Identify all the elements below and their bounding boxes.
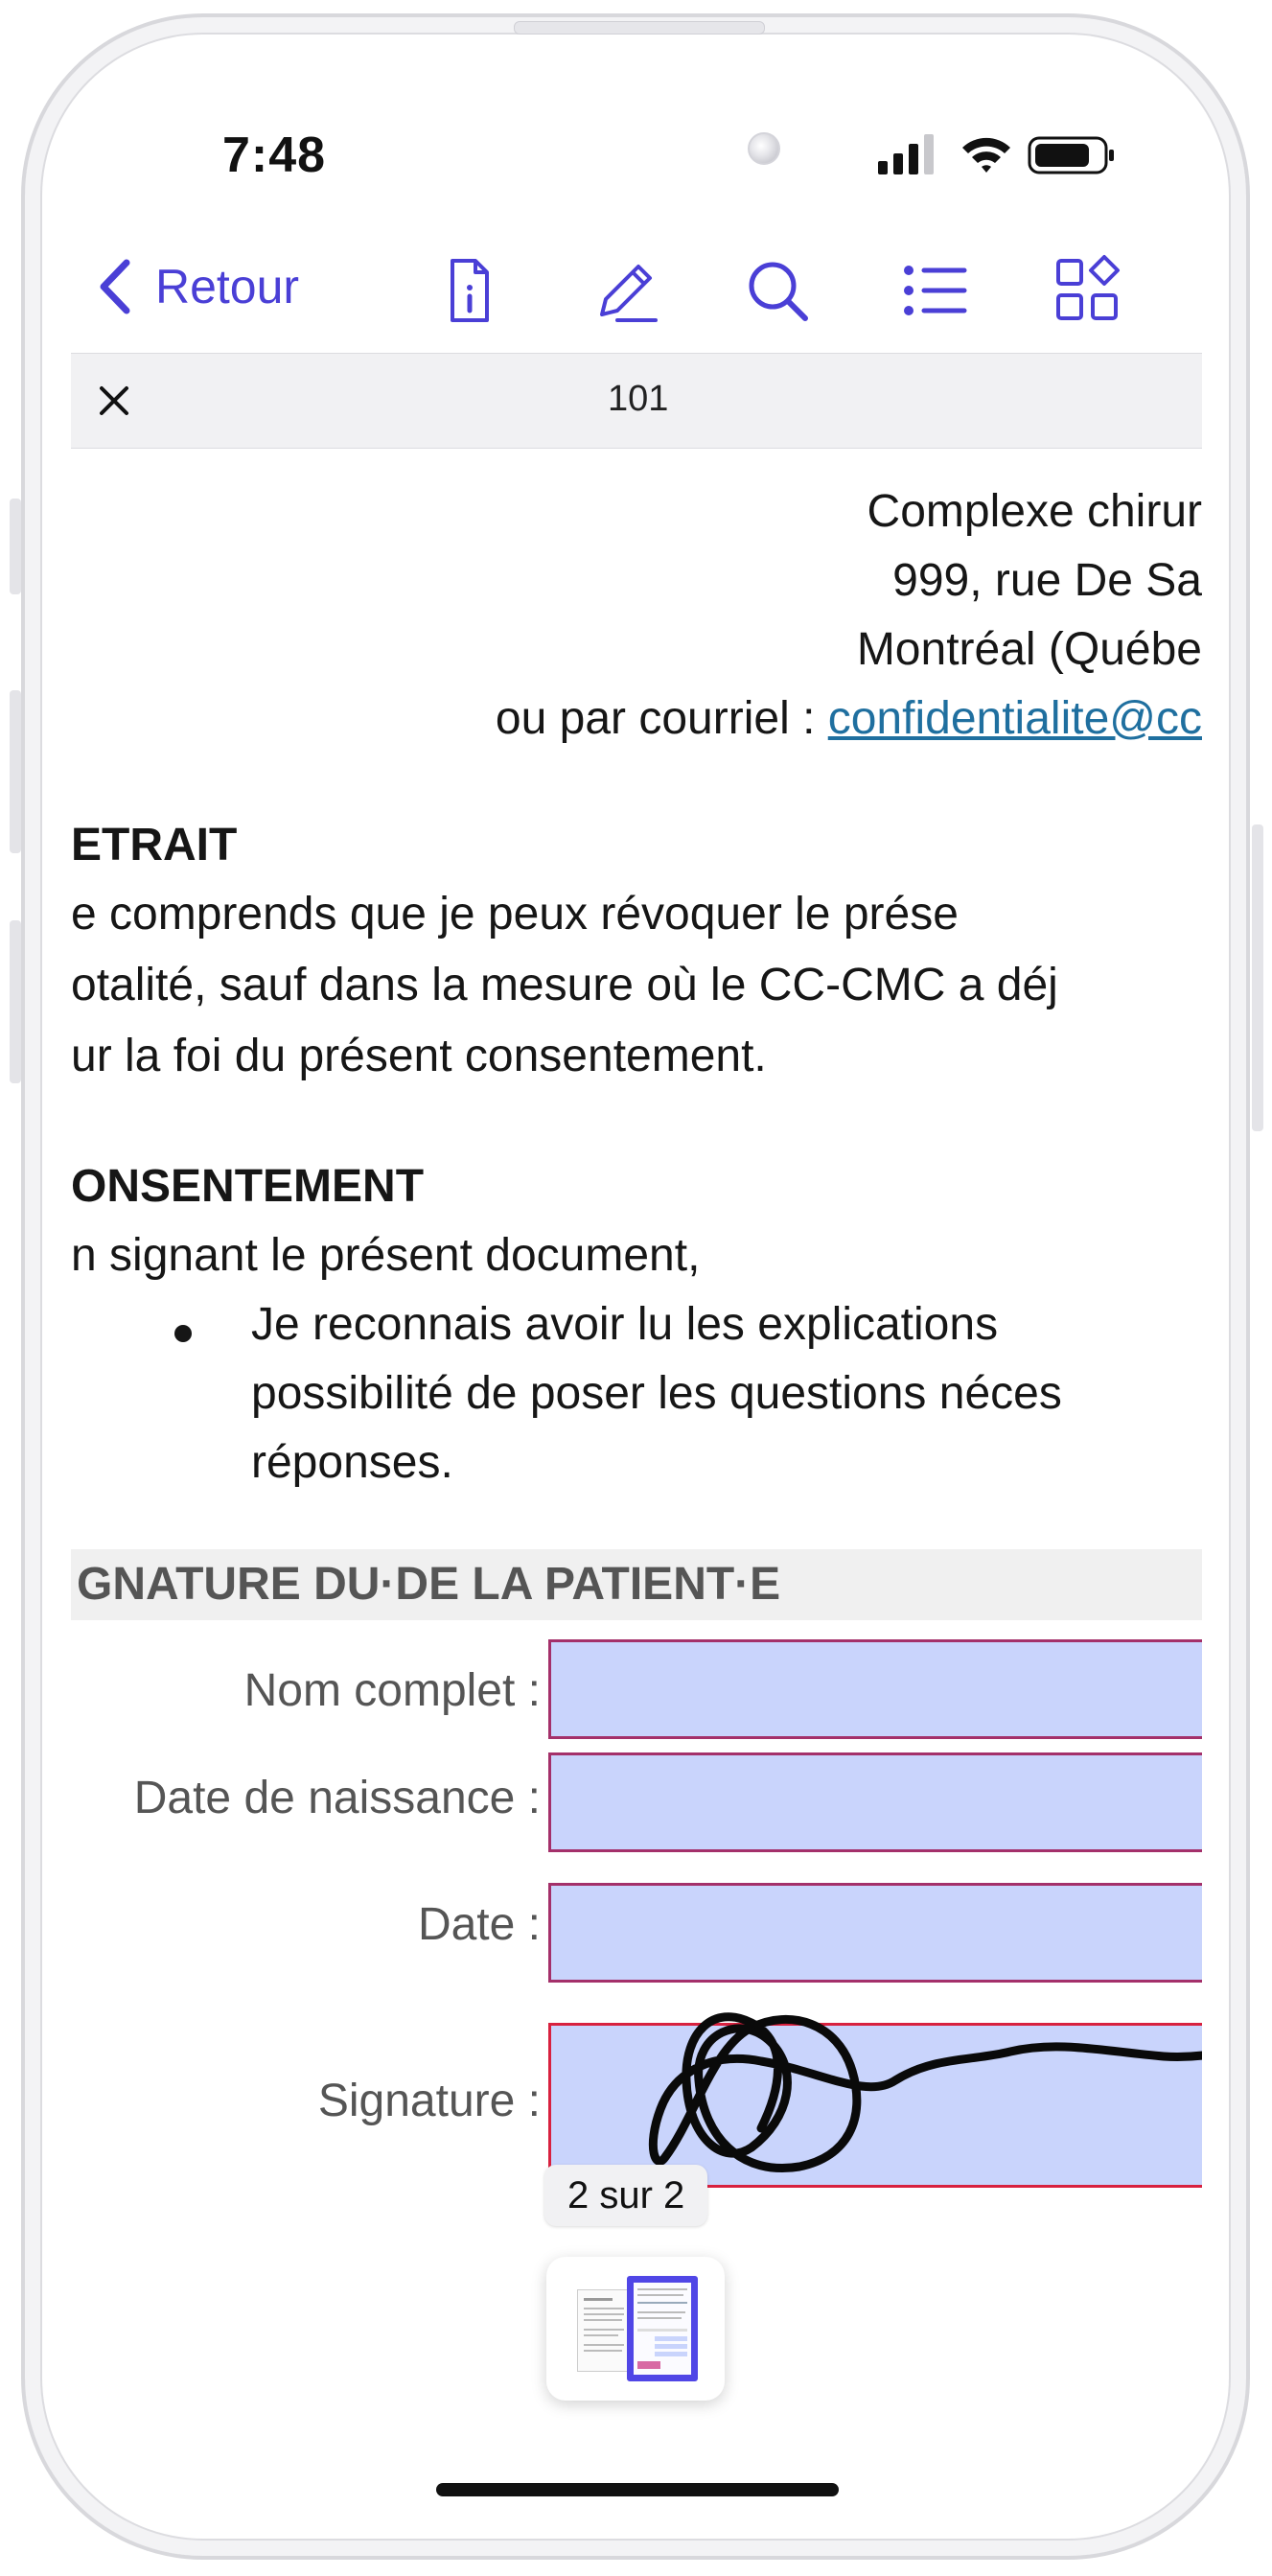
search-button[interactable] <box>740 253 815 328</box>
home-indicator[interactable] <box>436 2483 839 2496</box>
list-icon <box>897 253 972 328</box>
email-prefix: ou par courriel : <box>495 693 828 744</box>
document-info-icon <box>431 253 506 328</box>
retrait-line-2: otalité, sauf dans la mesure où le CC-CMC a déj <box>71 960 1058 1010</box>
wifi-icon <box>962 138 1010 173</box>
retrait-line-1: e comprends que je peux révoquer le prése <box>71 889 959 940</box>
signature-label: Signature : <box>317 2076 541 2126</box>
back-label: Retour <box>155 260 300 313</box>
volume-up-button <box>10 690 21 853</box>
close-find-button[interactable] <box>94 381 134 421</box>
top-toolbar <box>71 247 1202 334</box>
pencil-icon <box>589 253 663 328</box>
outline-button[interactable] <box>897 253 972 328</box>
date-field[interactable] <box>548 1883 1202 1983</box>
annotate-button[interactable] <box>589 253 663 328</box>
address-line-2: 999, rue De Sa <box>892 555 1202 606</box>
retrait-heading: ETRAIT <box>71 820 238 870</box>
find-page-number: 101 <box>608 379 669 419</box>
cellular-signal-icon <box>878 134 934 174</box>
retrait-line-3: ur la foi du présent consentement. <box>71 1031 767 1081</box>
birth-date-label: Date de naissance : <box>133 1773 541 1823</box>
bullet-line-3: réponses. <box>251 1437 453 1488</box>
full-name-field[interactable] <box>548 1639 1202 1739</box>
bullet-point <box>174 1325 192 1342</box>
find-bar <box>71 353 1202 449</box>
volume-down-button <box>10 920 21 1083</box>
email-link[interactable]: confidentialite@cc <box>827 693 1202 744</box>
date-label: Date : <box>417 1899 541 1950</box>
camera-icon <box>748 132 780 165</box>
page-thumbnail-strip[interactable] <box>546 2257 725 2401</box>
power-button <box>1252 824 1263 1131</box>
grid-icon <box>1051 253 1125 328</box>
chevron-left-icon <box>94 257 138 316</box>
search-icon <box>740 253 815 328</box>
side-button <box>10 499 21 594</box>
document-page <box>71 451 1202 2195</box>
top-speaker <box>514 21 765 35</box>
document-info-button[interactable] <box>431 253 506 328</box>
back-button[interactable] <box>94 257 299 316</box>
status-icons <box>878 132 1118 178</box>
address-line-3: Montréal (Québe <box>856 624 1202 675</box>
full-name-label: Nom complet : <box>243 1665 541 1716</box>
signature-section-heading: GNATURE DU·DE LA PATIENT·E <box>71 1549 1202 1620</box>
page-thumbnail-1[interactable] <box>577 2289 631 2372</box>
battery-icon <box>1029 138 1114 173</box>
address-line-1: Complexe chirur <box>867 486 1202 537</box>
close-icon <box>94 381 134 421</box>
address-line-4 <box>496 692 1202 745</box>
consentement-heading: ONSENTEMENT <box>71 1161 425 1212</box>
bullet-line-1: Je reconnais avoir lu les explications <box>251 1299 999 1350</box>
page-thumbnail-2-selected[interactable] <box>627 2276 698 2381</box>
page-indicator: 2 sur 2 <box>544 2165 707 2226</box>
status-time: 7:48 <box>222 128 327 183</box>
bullet-line-2: possibilité de poser les questions néces <box>251 1368 1062 1419</box>
birth-date-field[interactable] <box>548 1752 1202 1852</box>
signature-field[interactable] <box>548 2023 1202 2188</box>
consentement-intro: n signant le présent document, <box>71 1230 701 1281</box>
tools-button[interactable] <box>1051 253 1125 328</box>
